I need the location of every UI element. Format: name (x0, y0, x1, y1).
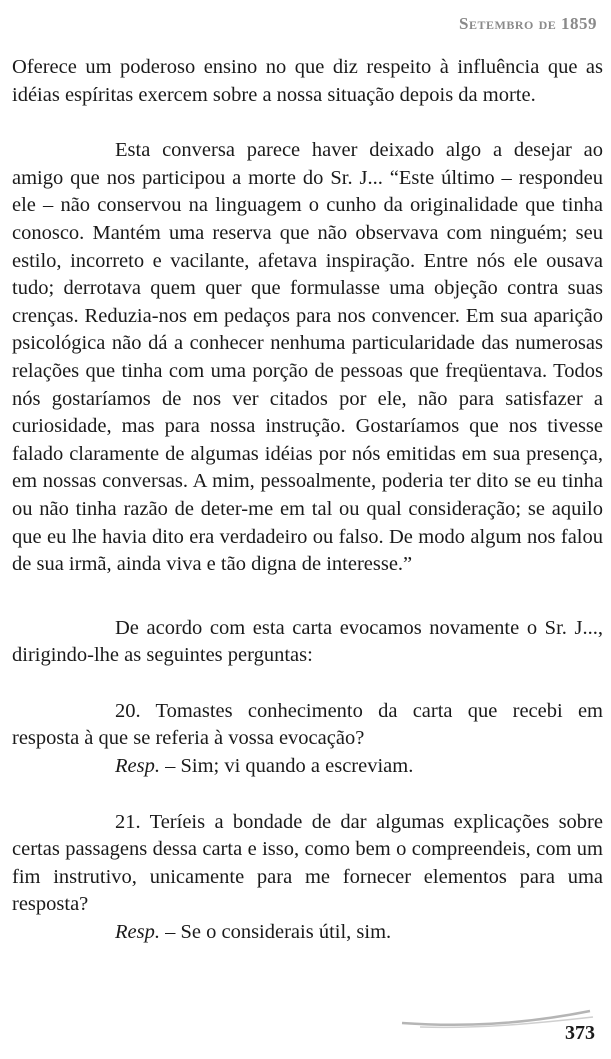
page-number: 373 (565, 1022, 595, 1044)
page-body (12, 54, 603, 947)
answer-text: – Se o considerais útil, sim. (159, 921, 392, 944)
answer-20 (12, 753, 603, 781)
answer-label: Resp. (115, 921, 160, 944)
paragraph-1: Oferece um poderoso ensino no que diz respeito à influência que as idéias espíritas exercem sobre a nossa situação depois da morte. (12, 56, 603, 106)
paragraph-3: De acordo com esta carta evocamos novamente o Sr. J..., dirigindo-lhe as seguintes perguntas: (12, 616, 603, 667)
answer-text: – Sim; vi quando a escreviam. (159, 755, 414, 778)
answer-21 (12, 919, 603, 947)
question-20: 20. Tomastes conhecimento da carta que recebi em resposta à que se referia à vossa evocação? (12, 699, 603, 750)
paragraph-2: Esta conversa parece haver deixado algo a desejar ao amigo que nos participou a morte do Sr. J... “Este último – respondeu ele – não conservou na linguagem o cunho da originalidade que tinha conosco. Mantém uma reserva que não observava com ninguém; seu estilo, incorreto e vacilante, afetava inspiração. Entre nós ele ousava tudo; derrotava quem quer que formulasse uma objeção contra suas crenças. Reduzia-nos em pedaços para nos convencer. Em sua aparição psicológica não dá a conhecer nenhuma particularidade das numerosas relações que tinha com uma porção de pessoas que freqüentava. Todos nós gostaríamos de nos ver citados por ele, não para satisfazer a curiosidade, mas para nossa instrução. Gostaríamos que nos tivesse falado claramente de algumas idéias por nós emitidas em sua presença, em nossas conversas. A mim, pessoalmente, poderia ter dito se eu tinha ou não tinha razão de deter-me em tal ou qual consideração; se aquilo que eu lhe havia dito era verdadeiro ou falso. De modo algum nos falou de sua irmã, ainda viva e tão digna de interesse.” (12, 139, 603, 576)
answer-label: Resp. (115, 755, 160, 778)
running-header: Setembro de 1859 (459, 14, 597, 33)
question-21: 21. Teríeis a bondade de dar algumas explicações sobre certas passagens dessa carta e isso, como bem o compreendeis, com um fim instrutivo, unicamente para me fornecer elementos para uma resposta? (12, 810, 603, 916)
